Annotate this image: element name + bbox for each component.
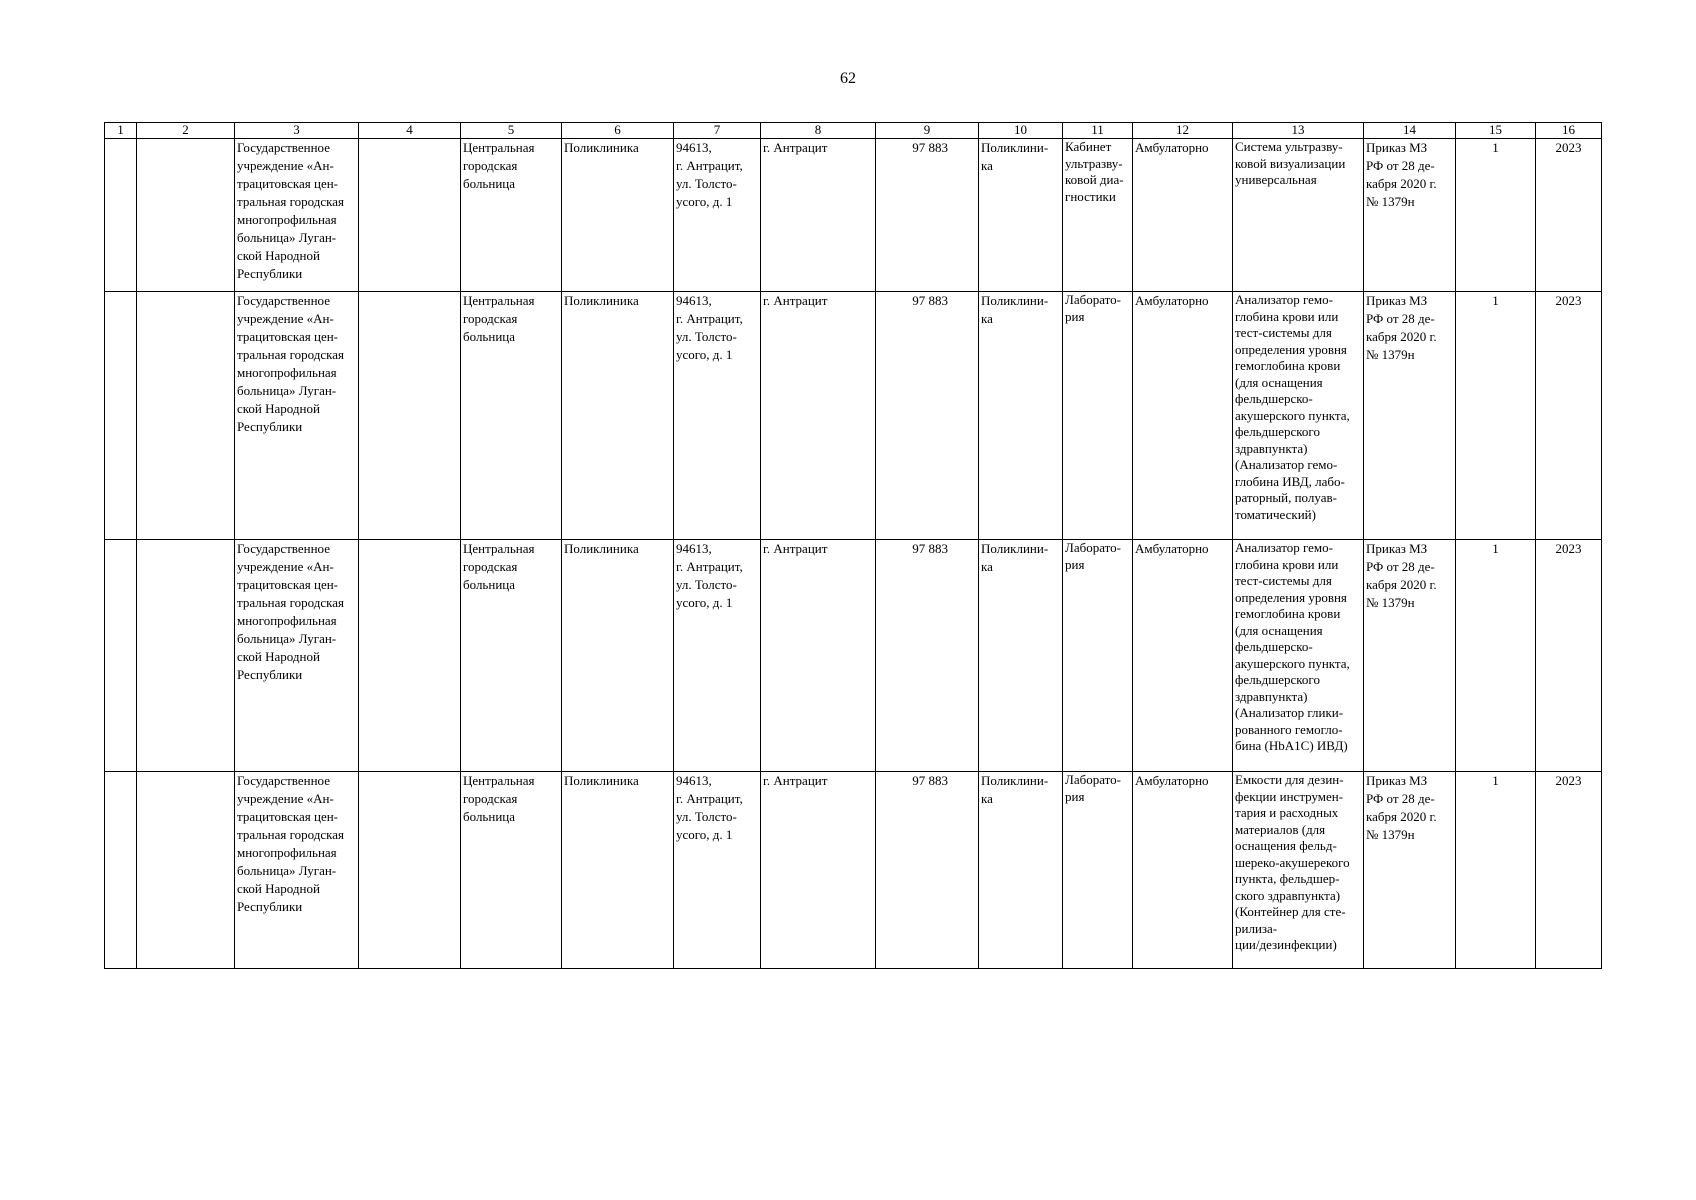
cell-text-line: многопрофильная [237, 365, 337, 380]
cell-text-line: трацитовская цен- [237, 329, 338, 344]
year-cell: 2023 [1536, 292, 1602, 540]
cell-text-line: РФ от 28 де- [1366, 158, 1435, 173]
cell-text-line: Лаборато- [1065, 772, 1121, 787]
cell-text-line: (для оснащения [1235, 374, 1323, 390]
column-number: 1 [105, 123, 137, 139]
cell-text-line: (Анализатор гемо- [1235, 457, 1338, 472]
population-cell: 97 883 [876, 772, 979, 969]
column-number: 4 [359, 123, 461, 139]
cell-text-line: Приказ МЗ [1366, 541, 1428, 556]
cell-text-line: Поликлини- [981, 773, 1049, 788]
cell-text-line: РФ от 28 де- [1366, 311, 1435, 326]
unit-cell [979, 540, 1063, 772]
cell-text-line: универсальная [1235, 172, 1317, 187]
cell-text-line: томатический) [1235, 506, 1316, 522]
organization-type-cell [461, 139, 562, 292]
cell-text-line: больница [463, 577, 515, 592]
cell-text-line: учреждение «Ан- [237, 559, 334, 574]
column-2-cell [137, 292, 235, 540]
cell-text-line: глобина крови или [1235, 308, 1339, 324]
row-number-cell [105, 139, 137, 292]
page-number: 62 [840, 70, 856, 87]
cell-text-line: гемоглобина крови [1235, 358, 1341, 373]
cell-text-line: ул. Толсто- [676, 577, 737, 592]
cell-text-line: ковой диа- [1065, 172, 1124, 187]
department-cell [562, 772, 674, 969]
cell-text-line: г. Антрацит [763, 541, 828, 556]
column-number: 16 [1536, 123, 1602, 139]
population-cell: 97 883 [876, 139, 979, 292]
table-row [105, 772, 1602, 969]
cell-text-line: ского здравпункта) [1235, 887, 1341, 903]
column-number: 12 [1133, 123, 1233, 139]
cell-text-line: Поликлини- [981, 541, 1049, 556]
cell-text-line: больница» Луган- [237, 383, 337, 398]
column-number: 7 [674, 123, 761, 139]
unit-cell [979, 772, 1063, 969]
cell-text-line: г. Антрацит [763, 140, 828, 155]
cell-text-line: ской Народной [237, 248, 320, 263]
cell-text-line: г. Антрацит, [676, 158, 743, 173]
unit-cell [979, 139, 1063, 292]
cell-text-line: Приказ МЗ [1366, 293, 1428, 308]
cell-text-line: (Контейнер для сте- [1235, 904, 1346, 919]
column-4-cell [359, 540, 461, 772]
equipment-cell [1233, 292, 1364, 540]
year-cell: 2023 [1536, 540, 1602, 772]
cell-text-line: Центральная [463, 541, 535, 556]
cell-text-line: 94613, [676, 541, 712, 556]
cell-text-line: ка [981, 158, 993, 173]
address-cell [674, 292, 761, 540]
cell-text-line: Анализатор гемо- [1235, 540, 1333, 555]
cell-text-line: Поликлиника [564, 293, 639, 308]
order-cell [1364, 292, 1456, 540]
cell-text-line: усого, д. 1 [676, 347, 733, 362]
institution-cell [235, 772, 359, 969]
unit-cell [979, 292, 1063, 540]
cell-text-line: Поликлини- [981, 140, 1049, 155]
cell-text-line: (для оснащения [1235, 622, 1323, 638]
cell-text-line: рия [1065, 556, 1085, 572]
cell-text-line: гемоглобина крови [1235, 606, 1341, 621]
cell-text-line: учреждение «Ан- [237, 158, 334, 173]
column-4-cell [359, 292, 461, 540]
cell-text-line: Республики [237, 667, 303, 682]
cell-text-line: больница» Луган- [237, 863, 337, 878]
year-cell: 2023 [1536, 772, 1602, 969]
cell-text-line: г. Антрацит [763, 773, 828, 788]
cell-text-line: Центральная [463, 140, 535, 155]
cell-text-line: ской Народной [237, 401, 320, 416]
cell-text-line: ции/дезинфекции) [1235, 937, 1337, 952]
cell-text-line: Приказ МЗ [1366, 773, 1428, 788]
column-2-cell [137, 139, 235, 292]
cell-text-line: больница» Луган- [237, 631, 337, 646]
cell-text-line: глобина ИВД, лабо- [1235, 473, 1345, 489]
cell-text-line: Амбулаторно [1135, 541, 1209, 556]
column-number: 9 [876, 123, 979, 139]
cell-text-line: РФ от 28 де- [1366, 791, 1435, 806]
city-cell [761, 292, 876, 540]
quantity-cell: 1 [1456, 292, 1536, 540]
cell-text-line: больница» Луган- [237, 230, 337, 245]
population-cell: 97 883 [876, 540, 979, 772]
quantity-cell: 1 [1456, 139, 1536, 292]
cell-text-line: Кабинет [1065, 139, 1112, 154]
cell-text-line: фекции инструмен- [1235, 788, 1344, 804]
column-number: 2 [137, 123, 235, 139]
cell-text-line: кабря 2020 г. [1366, 329, 1437, 344]
cell-text-line: г. Антрацит, [676, 311, 743, 326]
population-cell: 97 883 [876, 292, 979, 540]
department-cell [562, 139, 674, 292]
address-cell [674, 540, 761, 772]
quantity-cell: 1 [1456, 540, 1536, 772]
order-cell [1364, 772, 1456, 969]
organization-type-cell [461, 292, 562, 540]
cell-text-line: кабря 2020 г. [1366, 176, 1437, 191]
address-cell [674, 772, 761, 969]
cell-text-line: Анализатор гемо- [1235, 292, 1333, 307]
cell-text-line: ковой визуализации [1235, 155, 1346, 171]
column-number: 5 [461, 123, 562, 139]
table-row [105, 540, 1602, 772]
institution-cell [235, 139, 359, 292]
cell-text-line: глобина крови или [1235, 556, 1339, 572]
cell-text-line: тест-системы для [1235, 325, 1332, 340]
cell-text-line: пункта, фельдшер- [1235, 871, 1340, 886]
cell-text-line: тест-системы для [1235, 573, 1332, 588]
cell-text-line: Государственное [237, 541, 330, 556]
room-cell [1063, 772, 1133, 969]
cell-text-line: фельдшерско- [1235, 391, 1313, 406]
cell-text-line: определения уровня [1235, 341, 1347, 357]
cell-text-line: ской Народной [237, 649, 320, 664]
institution-cell [235, 540, 359, 772]
cell-text-line: Поликлиника [564, 773, 639, 788]
column-4-cell [359, 772, 461, 969]
column-number: 11 [1063, 123, 1133, 139]
cell-text-line: Амбулаторно [1135, 773, 1209, 788]
cell-text-line: Центральная [463, 773, 535, 788]
cell-text-line: 94613, [676, 140, 712, 155]
cell-text-line: Государственное [237, 140, 330, 155]
cell-text-line: тария и расходных [1235, 805, 1339, 820]
cell-text-line: акушерского пункта, [1235, 407, 1350, 423]
care-condition-cell [1133, 139, 1233, 292]
cell-text-line: здравпункта) [1235, 688, 1308, 704]
cell-text-line: № 1379н [1366, 347, 1415, 362]
cell-text-line: Государственное [237, 293, 330, 308]
cell-text-line: городская [463, 791, 518, 806]
cell-text-line: Амбулаторно [1135, 293, 1209, 308]
cell-text-line: рия [1065, 308, 1085, 324]
cell-text-line: оснащения фельд- [1235, 838, 1337, 853]
cell-text-line: больница [463, 329, 515, 344]
cell-text-line: усого, д. 1 [676, 194, 733, 209]
cell-text-line: № 1379н [1366, 194, 1415, 209]
cell-text-line: ультразву- [1065, 155, 1123, 171]
column-number: 15 [1456, 123, 1536, 139]
care-condition-cell [1133, 292, 1233, 540]
cell-text-line: усого, д. 1 [676, 827, 733, 842]
cell-text-line: трацитовская цен- [237, 176, 338, 191]
cell-text-line: тральная городская [237, 194, 344, 209]
cell-text-line: Государственное [237, 773, 330, 788]
cell-text-line: Емкости для дезин- [1235, 772, 1344, 787]
cell-text-line: Лаборато- [1065, 292, 1121, 307]
cell-text-line: многопрофильная [237, 845, 337, 860]
cell-text-line: ка [981, 559, 993, 574]
room-cell [1063, 292, 1133, 540]
table-row [105, 139, 1602, 292]
cell-text-line: фельдшерского [1235, 672, 1320, 687]
cell-text-line: Система ультразву- [1235, 139, 1343, 154]
cell-text-line: городская [463, 311, 518, 326]
care-condition-cell [1133, 772, 1233, 969]
column-2-cell [137, 772, 235, 969]
cell-text-line: учреждение «Ан- [237, 791, 334, 806]
cell-text-line: трацитовская цен- [237, 809, 338, 824]
cell-text-line: кабря 2020 г. [1366, 809, 1437, 824]
cell-text-line: г. Антрацит, [676, 559, 743, 574]
organization-type-cell [461, 772, 562, 969]
cell-text-line: Республики [237, 419, 303, 434]
order-cell [1364, 139, 1456, 292]
column-number: 13 [1233, 123, 1364, 139]
care-condition-cell [1133, 540, 1233, 772]
column-number: 6 [562, 123, 674, 139]
cell-text-line: материалов (для [1235, 821, 1326, 837]
cell-text-line: больница [463, 809, 515, 824]
column-number: 8 [761, 123, 876, 139]
cell-text-line: фельдшерского [1235, 424, 1320, 439]
cell-text-line: бина (HbA1C) ИВД) [1235, 738, 1348, 753]
cell-text-line: ул. Толсто- [676, 809, 737, 824]
cell-text-line: тральная городская [237, 347, 344, 362]
quantity-cell: 1 [1456, 772, 1536, 969]
column-4-cell [359, 139, 461, 292]
city-cell [761, 772, 876, 969]
equipment-cell [1233, 139, 1364, 292]
institution-cell [235, 292, 359, 540]
cell-text-line: Республики [237, 266, 303, 281]
cell-text-line: 94613, [676, 773, 712, 788]
column-number-header [105, 123, 1602, 139]
organization-type-cell [461, 540, 562, 772]
city-cell [761, 540, 876, 772]
cell-text-line: Поликлини- [981, 293, 1049, 308]
cell-text-line: г. Антрацит, [676, 791, 743, 806]
department-cell [562, 540, 674, 772]
cell-text-line: Приказ МЗ [1366, 140, 1428, 155]
cell-text-line: Поликлиника [564, 541, 639, 556]
cell-text-line: 94613, [676, 293, 712, 308]
cell-text-line: № 1379н [1366, 827, 1415, 842]
cell-text-line: здравпункта) [1235, 440, 1308, 456]
cell-text-line: определения уровня [1235, 589, 1347, 605]
year-cell: 2023 [1536, 139, 1602, 292]
cell-text-line: РФ от 28 де- [1366, 559, 1435, 574]
cell-text-line: больница [463, 176, 515, 191]
cell-text-line: ской Народной [237, 881, 320, 896]
cell-text-line: шереко-акушерекого [1235, 854, 1350, 870]
city-cell [761, 139, 876, 292]
cell-text-line: гностики [1065, 188, 1116, 204]
cell-text-line: № 1379н [1366, 595, 1415, 610]
cell-text-line: фельдшерско- [1235, 639, 1313, 654]
cell-text-line: Амбулаторно [1135, 140, 1209, 155]
equipment-cell [1233, 772, 1364, 969]
cell-text-line: рованного гемогло- [1235, 721, 1343, 737]
cell-text-line: Лаборато- [1065, 540, 1121, 555]
cell-text-line: рилиза- [1235, 920, 1278, 936]
cell-text-line: тральная городская [237, 595, 344, 610]
cell-text-line: ка [981, 791, 993, 806]
table-row [105, 292, 1602, 540]
cell-text-line: ул. Толсто- [676, 329, 737, 344]
column-number: 10 [979, 123, 1063, 139]
column-number: 14 [1364, 123, 1456, 139]
cell-text-line: тральная городская [237, 827, 344, 842]
row-number-cell [105, 292, 137, 540]
cell-text-line: рия [1065, 788, 1085, 804]
address-cell [674, 139, 761, 292]
cell-text-line: трацитовская цен- [237, 577, 338, 592]
equipment-table [104, 122, 1602, 969]
cell-text-line: акушерского пункта, [1235, 655, 1350, 671]
column-number: 3 [235, 123, 359, 139]
order-cell [1364, 540, 1456, 772]
cell-text-line: (Анализатор глики- [1235, 705, 1344, 720]
row-number-cell [105, 540, 137, 772]
room-cell [1063, 540, 1133, 772]
cell-text-line: ул. Толсто- [676, 176, 737, 191]
room-cell [1063, 139, 1133, 292]
table-body [105, 139, 1602, 969]
cell-text-line: многопрофильная [237, 613, 337, 628]
cell-text-line: раторный, полуав- [1235, 490, 1337, 505]
cell-text-line: учреждение «Ан- [237, 311, 334, 326]
row-number-cell [105, 772, 137, 969]
cell-text-line: Центральная [463, 293, 535, 308]
column-2-cell [137, 540, 235, 772]
cell-text-line: г. Антрацит [763, 293, 828, 308]
equipment-cell [1233, 540, 1364, 772]
cell-text-line: кабря 2020 г. [1366, 577, 1437, 592]
cell-text-line: городская [463, 559, 518, 574]
cell-text-line: Республики [237, 899, 303, 914]
cell-text-line: усого, д. 1 [676, 595, 733, 610]
cell-text-line: многопрофильная [237, 212, 337, 227]
department-cell [562, 292, 674, 540]
cell-text-line: ка [981, 311, 993, 326]
cell-text-line: Поликлиника [564, 140, 639, 155]
cell-text-line: городская [463, 158, 518, 173]
